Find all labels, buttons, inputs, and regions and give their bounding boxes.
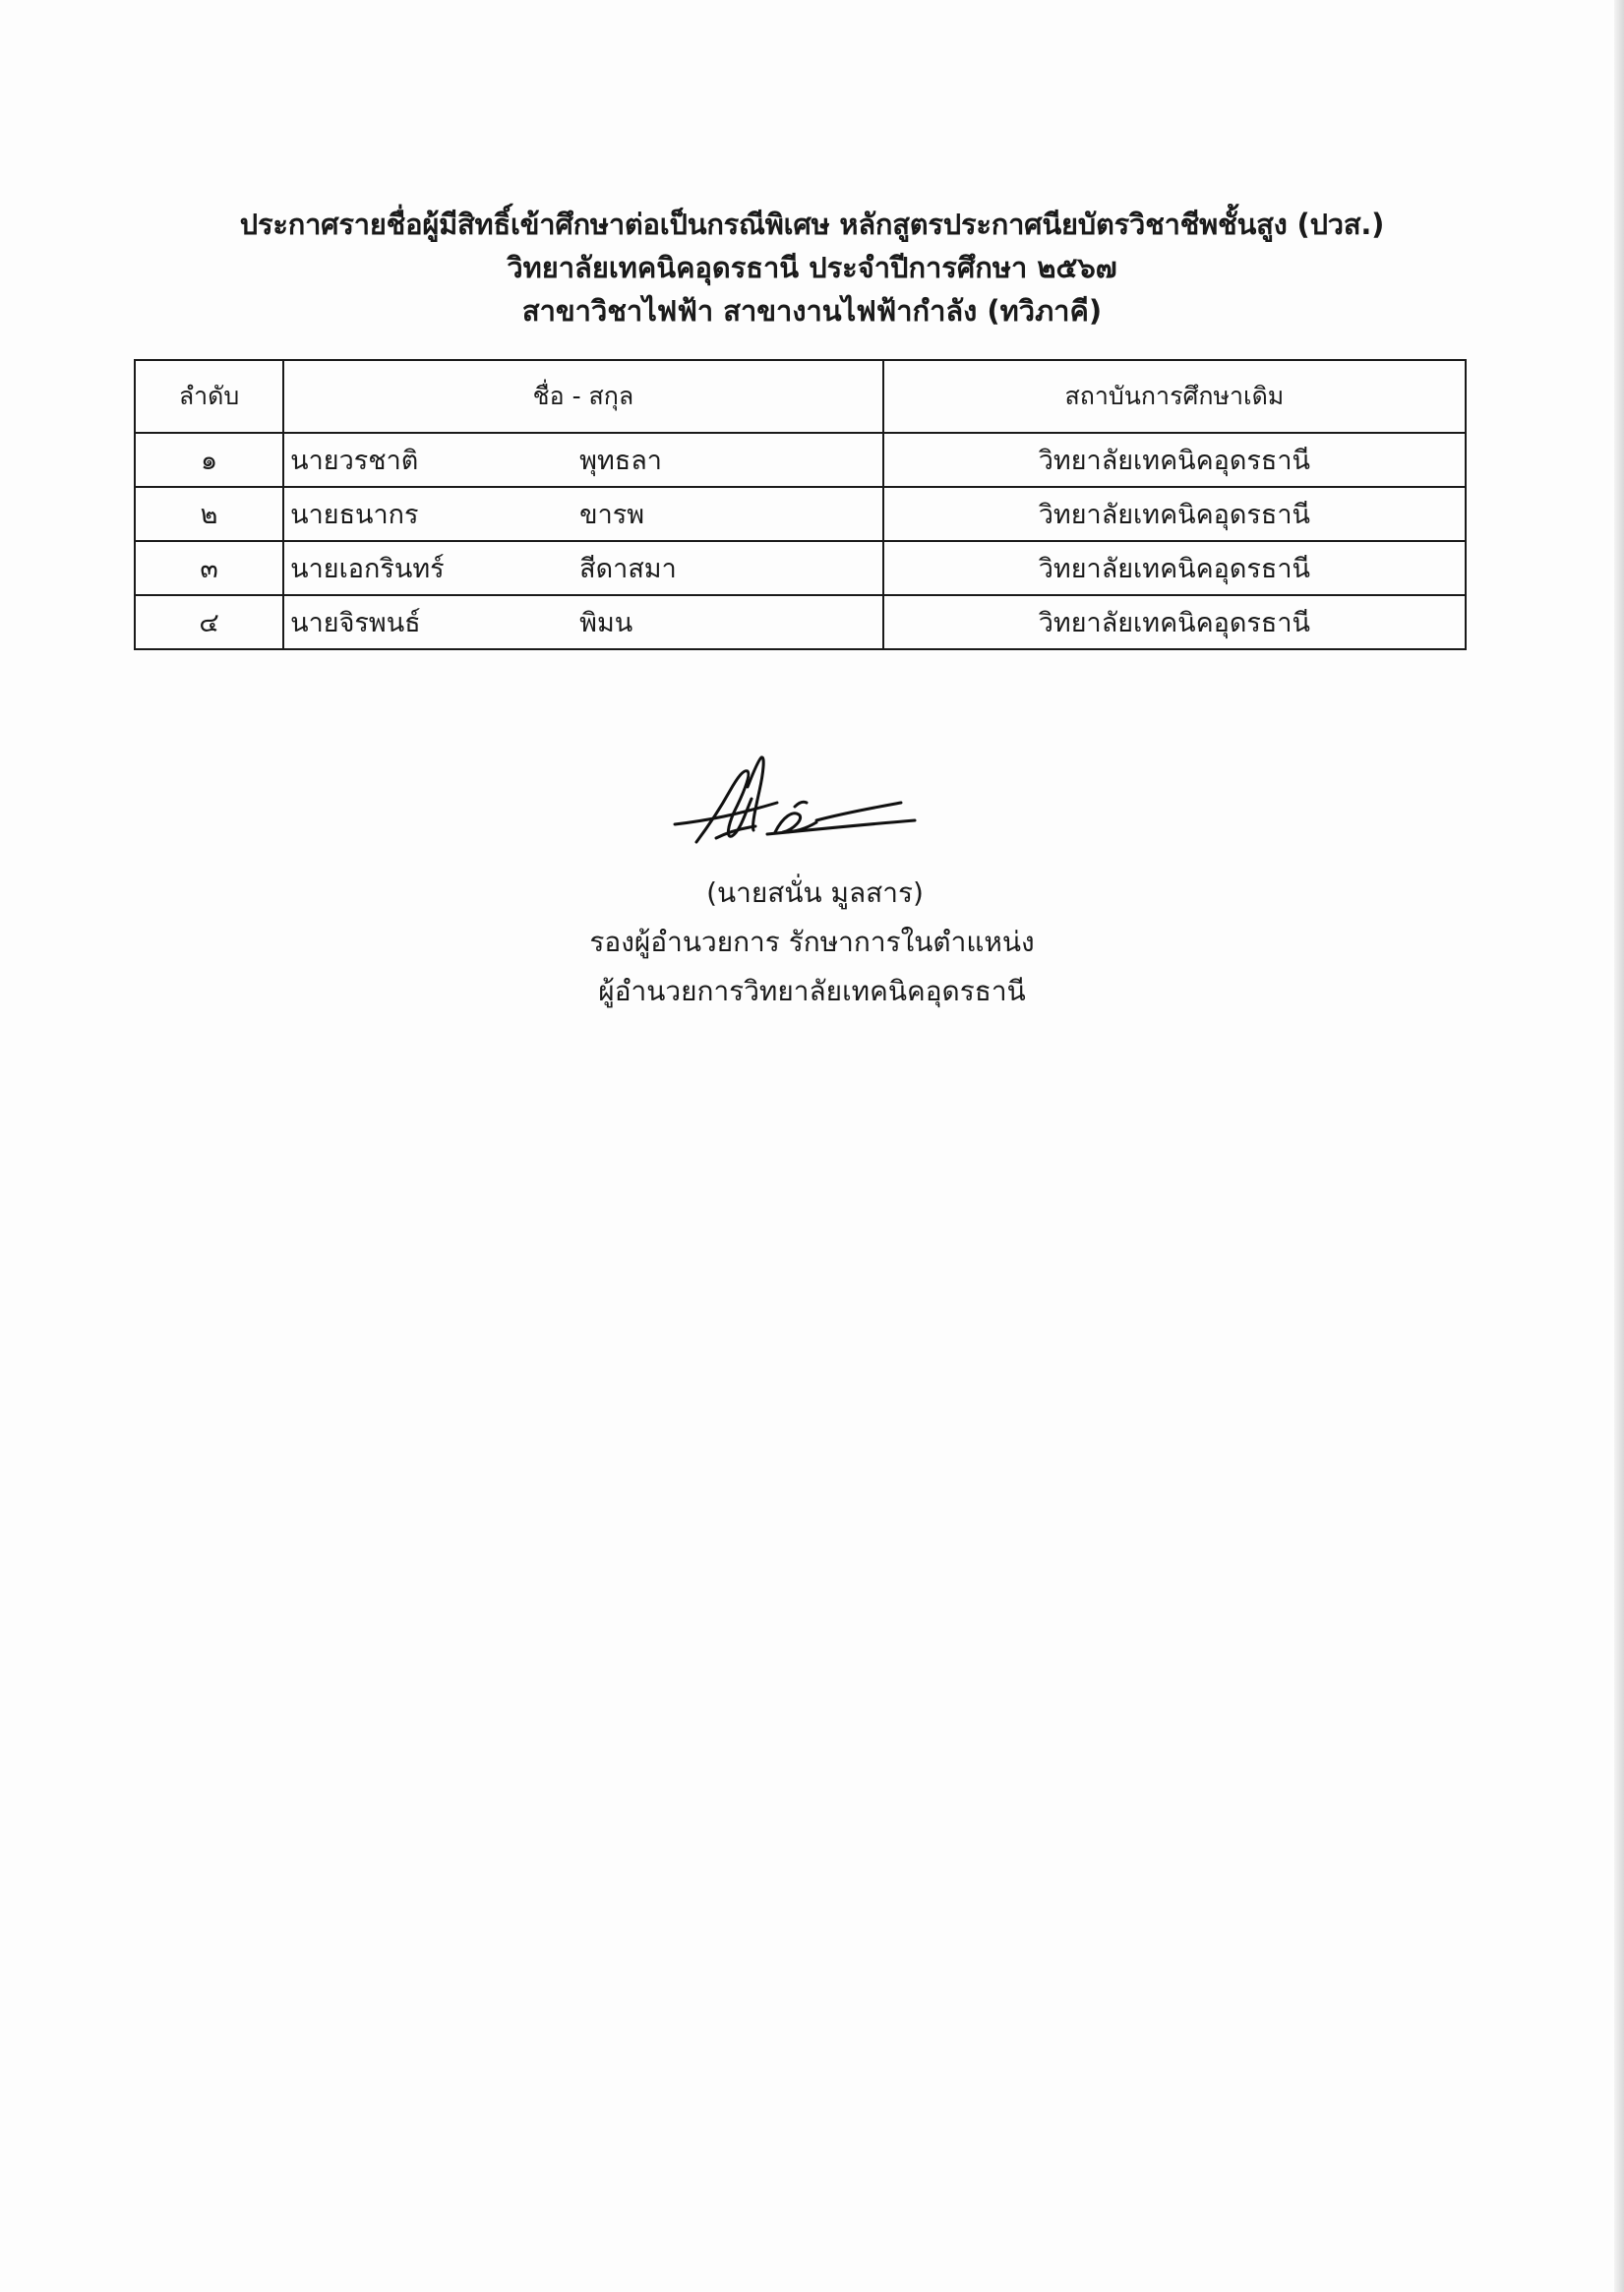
title-line-2: วิทยาลัยเทคนิคอุดรธานี ประจำปีการศึกษา ๒๕๖๗: [507, 251, 1117, 284]
signatory-position-line-1: รองผู้อำนวยการ รักษาการในตำแหน่ง: [589, 926, 1035, 958]
signatory-name: (นายสนั่น มูลสาร): [706, 876, 924, 909]
header-order: ลำดับ: [135, 360, 283, 433]
last-name: ขารพ: [579, 500, 645, 530]
title-line-1: ประกาศรายชื่อผู้มีสิทธิ์เข้าศึกษาต่อเป็นกรณีพิเศษ หลักสูตรประกาศนียบัตรวิชาชีพชั้นสูง (ปวส.): [239, 208, 1385, 241]
header-name: ชื่อ - สกุล: [283, 360, 883, 433]
title-line-3: สาขาวิชาไฟฟ้า สาขางานไฟฟ้ากำลัง (ทวิภาคี): [521, 294, 1103, 328]
name-cell: [283, 433, 883, 487]
first-name: นายจิรพนธ์: [290, 608, 421, 638]
last-name: พิมน: [579, 608, 633, 638]
signatory-position-line-2: ผู้อำนวยการวิทยาลัยเทคนิคอุดรธานี: [598, 975, 1026, 1007]
first-name: นายเอกรินทร์: [290, 554, 445, 584]
school-cell: วิทยาลัยเทคนิคอุดรธานี: [883, 433, 1466, 487]
announcement-title: [0, 203, 1624, 332]
school-cell: วิทยาลัยเทคนิคอุดรธานี: [883, 595, 1466, 649]
order-cell: ๓: [135, 541, 283, 595]
table-row: [135, 433, 1466, 487]
table-header-row: [135, 360, 1466, 433]
order-cell: ๒: [135, 487, 283, 541]
last-name: พุทธลา: [579, 446, 662, 476]
school-cell: วิทยาลัยเทคนิคอุดรธานี: [883, 541, 1466, 595]
page-edge-shadow: [1614, 0, 1624, 2292]
handwritten-signature: [669, 748, 925, 866]
last-name: สีดาสมา: [579, 554, 677, 584]
school-cell: วิทยาลัยเทคนิคอุดรธานี: [883, 487, 1466, 541]
table-row: [135, 541, 1466, 595]
table-row: [135, 595, 1466, 649]
first-name: นายวรชาติ: [290, 446, 419, 476]
order-cell: ๔: [135, 595, 283, 649]
order-cell: ๑: [135, 433, 283, 487]
first-name: นายธนากร: [290, 500, 419, 530]
table-row: [135, 487, 1466, 541]
name-cell: [283, 541, 883, 595]
name-cell: [283, 595, 883, 649]
header-school: สถาบันการศึกษาเดิม: [883, 360, 1466, 433]
signatory-block: [0, 869, 1624, 1016]
student-list-table: [134, 359, 1467, 650]
name-cell: [283, 487, 883, 541]
